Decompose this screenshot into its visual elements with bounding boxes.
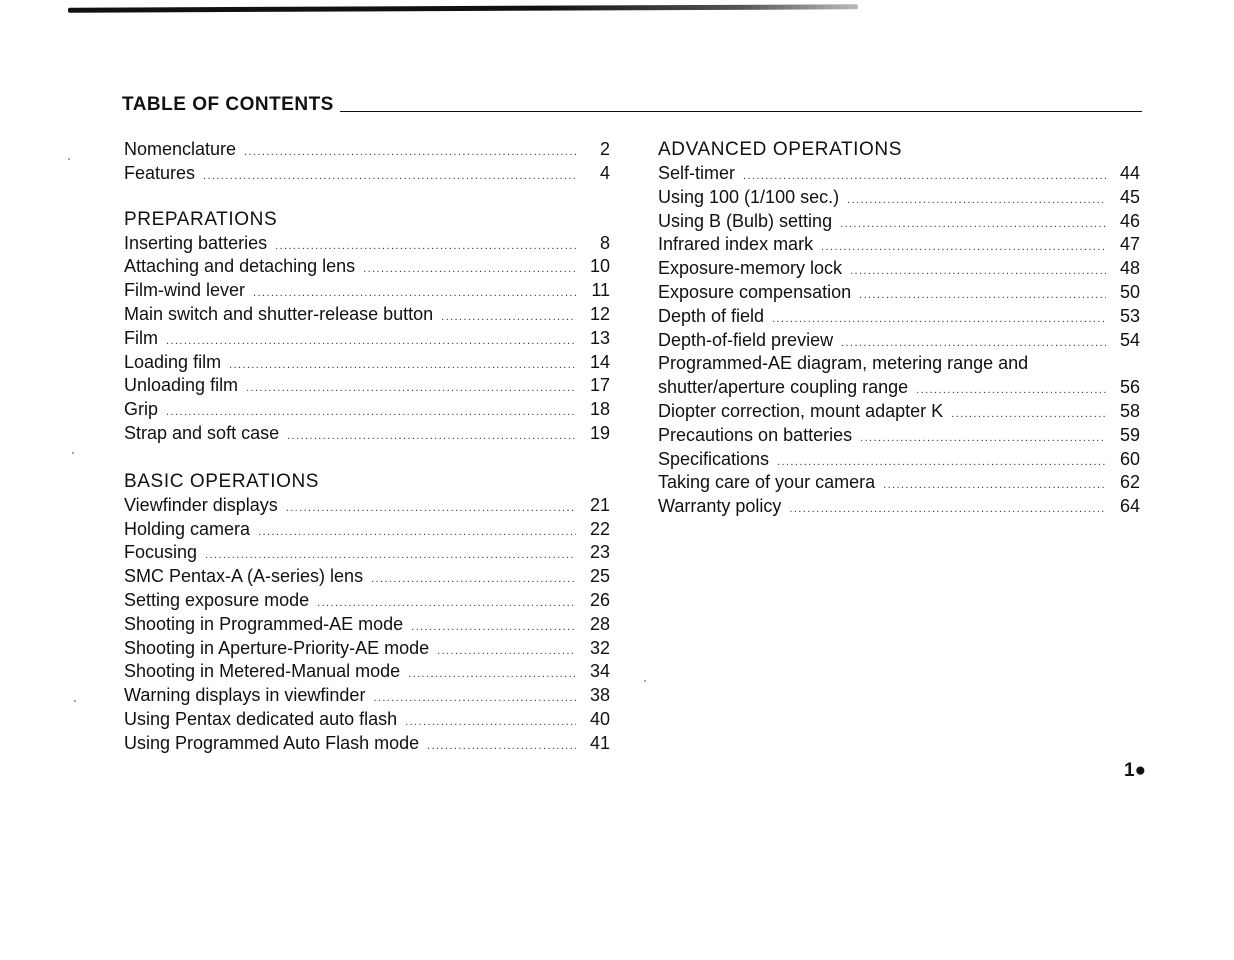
toc-entry[interactable] — [124, 637, 610, 661]
toc-entry[interactable] — [658, 305, 1140, 329]
entry-page: 2 — [599, 139, 610, 159]
entry-label: Unloading film — [124, 375, 239, 396]
toc-entry[interactable] — [658, 281, 1140, 305]
dot-leader — [408, 669, 576, 680]
toc-entry[interactable] — [124, 494, 610, 518]
entry-label: Depth of field — [658, 305, 765, 326]
dot-leader — [441, 312, 576, 323]
entry-label: Features — [124, 162, 196, 183]
entry-label: Viewfinder displays — [124, 494, 278, 515]
entry-page: 28 — [589, 613, 610, 634]
page-title: TABLE OF CONTENTS — [122, 94, 334, 115]
entry-label: Specifications — [658, 448, 770, 469]
entry-label: Grip — [124, 399, 159, 420]
entry-page: 22 — [589, 518, 610, 539]
entry-label: Using 100 (1/100 sec.) — [658, 186, 840, 207]
dot-leader — [840, 219, 1106, 230]
spacer — [124, 186, 610, 208]
entry-page: 17 — [589, 375, 610, 396]
dot-leader — [821, 242, 1106, 253]
entry-label: Loading film — [124, 351, 222, 372]
toc-right-column — [658, 138, 1140, 519]
entry-page: 50 — [1119, 281, 1140, 302]
toc-entry[interactable] — [124, 518, 610, 542]
dot-leader — [275, 241, 576, 252]
entry-label: Attaching and detaching lens — [124, 256, 356, 277]
entry-label: Film-wind lever — [124, 280, 246, 301]
toc-entry[interactable] — [658, 400, 1140, 424]
entry-label: Taking care of your camera — [658, 472, 876, 493]
section-heading-advanced: ADVANCED OPERATIONS — [658, 139, 903, 160]
entry-page: 40 — [589, 708, 610, 729]
entry-page: 45 — [1119, 186, 1140, 207]
toc-entry[interactable] — [658, 471, 1140, 495]
toc-entry[interactable] — [658, 495, 1140, 519]
entry-label: Main switch and shutter-release button — [124, 303, 434, 324]
toc-entry[interactable] — [124, 398, 610, 422]
toc-entry[interactable] — [124, 541, 610, 565]
entry-label: Precautions on batteries — [658, 424, 853, 445]
toc-entry[interactable] — [124, 660, 610, 684]
entry-page: 48 — [1119, 258, 1140, 279]
section-heading-preparations: PREPARATIONS — [124, 208, 278, 230]
entry-label: Exposure-memory lock — [658, 258, 843, 279]
dot-leader — [373, 693, 576, 704]
dot-leader — [317, 598, 576, 609]
toc-entry[interactable] — [124, 422, 610, 446]
toc-entry[interactable] — [124, 327, 610, 351]
scan-speck — [644, 680, 646, 682]
entry-page: 26 — [589, 589, 610, 610]
entry-page: 47 — [1119, 234, 1140, 255]
toc-entry[interactable] — [124, 162, 610, 186]
entry-label: Using Pentax dedicated auto flash — [124, 708, 398, 729]
page-number: 1● — [1124, 760, 1147, 781]
scan-speck — [72, 452, 74, 454]
spacer — [124, 446, 610, 470]
toc-entry[interactable] — [658, 448, 1140, 472]
toc-entry[interactable] — [124, 279, 610, 303]
entry-page: 34 — [589, 661, 610, 682]
entry-label: Shooting in Programmed-AE mode — [124, 613, 404, 634]
entry-label: Exposure compensation — [658, 281, 852, 302]
dot-leader — [371, 574, 576, 585]
toc-entry[interactable] — [124, 374, 610, 398]
entry-page: 38 — [589, 685, 610, 706]
toc-entry[interactable] — [124, 732, 610, 756]
entry-label: Programmed-AE diagram, metering range and — [658, 353, 1029, 374]
toc-entry[interactable] — [124, 232, 610, 256]
dot-leader — [850, 266, 1106, 277]
dot-leader — [743, 171, 1106, 182]
dot-leader — [841, 338, 1106, 349]
toc-entry[interactable] — [124, 708, 610, 732]
toc-entry[interactable] — [658, 186, 1140, 210]
dot-leader — [847, 195, 1106, 206]
entry-label: Nomenclature — [124, 139, 237, 159]
entry-label: Diopter correction, mount adapter K — [658, 400, 944, 421]
dot-leader — [951, 409, 1106, 420]
entry-label: Warning displays in viewfinder — [124, 685, 366, 706]
toc-entry[interactable] — [124, 255, 610, 279]
entry-page: 58 — [1119, 400, 1140, 421]
entry-page: 53 — [1119, 305, 1140, 326]
entry-label: SMC Pentax-A (A-series) lens — [124, 566, 364, 587]
dot-leader — [860, 433, 1106, 444]
entry-label: Focusing — [124, 542, 198, 563]
entry-page: 19 — [589, 422, 610, 443]
dot-leader — [205, 550, 576, 561]
entry-page: 8 — [599, 232, 610, 253]
entry-label: Inserting batteries — [124, 232, 268, 253]
toc-entry[interactable] — [124, 565, 610, 589]
entry-label: Setting exposure mode — [124, 589, 310, 610]
dot-leader — [166, 336, 576, 347]
toc-entry[interactable] — [658, 376, 1140, 400]
toc-entry[interactable] — [124, 351, 610, 375]
scan-speck — [68, 158, 70, 160]
toc-entry[interactable] — [658, 233, 1140, 257]
entry-page: 64 — [1119, 496, 1140, 517]
dot-leader — [777, 457, 1106, 468]
dot-leader — [437, 646, 576, 657]
toc-entry[interactable] — [124, 589, 610, 613]
entry-label: shutter/aperture coupling range — [658, 377, 909, 398]
title-rule — [340, 111, 1142, 112]
entry-page: 54 — [1119, 329, 1140, 350]
dot-leader — [244, 147, 576, 158]
entry-label: Shooting in Metered-Manual mode — [124, 661, 401, 682]
entry-page: 18 — [589, 399, 610, 420]
section-heading-basic: BASIC OPERATIONS — [124, 470, 320, 492]
dot-leader — [789, 504, 1106, 515]
entry-label: Shooting in Aperture-Priority-AE mode — [124, 637, 430, 658]
toc-entry[interactable] — [124, 138, 610, 162]
entry-page: 56 — [1119, 377, 1140, 398]
toc-entry[interactable] — [658, 329, 1140, 353]
entry-page: 59 — [1119, 424, 1140, 445]
entry-label: Strap and soft case — [124, 422, 280, 443]
dot-leader — [287, 431, 576, 442]
dot-leader — [253, 288, 576, 299]
entry-label: Using B (Bulb) setting — [658, 210, 833, 231]
dot-leader — [166, 407, 576, 418]
toc-left-column — [124, 138, 610, 756]
entry-page: 13 — [589, 327, 610, 348]
entry-page: 44 — [1119, 163, 1140, 183]
dot-leader — [229, 360, 576, 371]
toc-entry[interactable] — [124, 684, 610, 708]
entry-page: 41 — [589, 732, 610, 753]
entry-page: 32 — [589, 637, 610, 658]
toc-entry[interactable] — [658, 162, 1140, 186]
entry-page: 23 — [589, 542, 610, 563]
top-border-rule — [68, 4, 858, 12]
entry-label: Depth-of-field preview — [658, 329, 834, 350]
dot-leader — [286, 503, 576, 514]
dot-leader — [246, 383, 576, 394]
dot-leader — [363, 264, 576, 275]
dot-leader — [203, 171, 576, 182]
toc-entry[interactable] — [658, 424, 1140, 448]
toc-entry[interactable] — [124, 303, 610, 327]
dot-leader — [916, 385, 1106, 396]
dot-leader — [883, 480, 1106, 491]
entry-label: Infrared index mark — [658, 234, 814, 255]
entry-label: Film — [124, 327, 158, 348]
entry-page: 62 — [1119, 472, 1140, 493]
entry-page: 12 — [589, 303, 610, 324]
dot-leader — [258, 527, 576, 538]
entry-page: 10 — [589, 256, 610, 277]
dot-leader — [405, 717, 576, 728]
entry-page: 60 — [1119, 448, 1140, 469]
entry-label: Self-timer — [658, 163, 736, 183]
entry-page: 4 — [599, 162, 610, 183]
dot-leader — [427, 741, 576, 752]
entry-page: 46 — [1119, 210, 1140, 231]
entry-page: 21 — [589, 494, 610, 515]
entry-page: 14 — [589, 351, 610, 372]
toc-entry-first-line[interactable] — [658, 352, 1140, 376]
entry-page: 25 — [589, 566, 610, 587]
dot-leader — [411, 622, 576, 633]
toc-entry[interactable] — [658, 210, 1140, 234]
dot-leader — [859, 290, 1106, 301]
entry-label: Using Programmed Auto Flash mode — [124, 732, 420, 753]
toc-entry[interactable] — [658, 257, 1140, 281]
toc-header — [122, 90, 1142, 116]
entry-label: Holding camera — [124, 518, 251, 539]
entry-label: Warranty policy — [658, 496, 782, 517]
entry-page: 11 — [591, 280, 610, 301]
scan-speck — [74, 700, 76, 702]
dot-leader — [772, 314, 1106, 325]
toc-entry[interactable] — [124, 613, 610, 637]
